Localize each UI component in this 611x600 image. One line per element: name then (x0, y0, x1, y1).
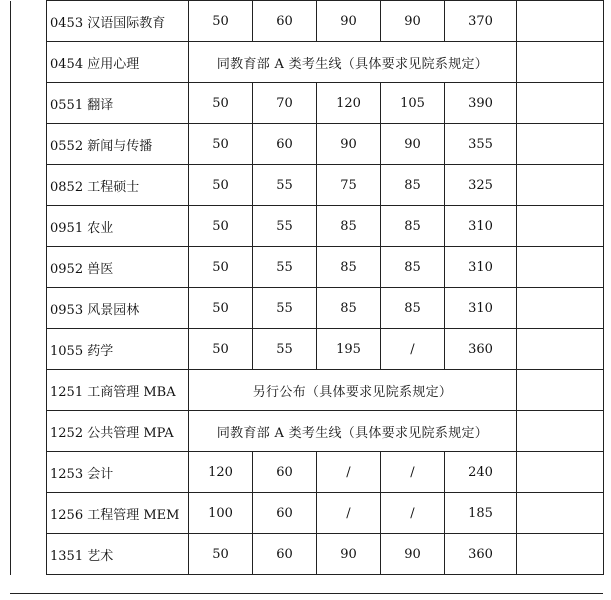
subject-score-cell: 60 (253, 452, 317, 493)
subject-score-cell: / (381, 329, 445, 370)
major-name-cell: 0952 兽医 (47, 247, 189, 288)
table-row (11, 83, 604, 124)
subject-score-cell: 90 (317, 1, 381, 42)
requirement-note-cell: 另行公布（具体要求见院系规定） (189, 370, 517, 411)
remarks-cell (517, 206, 604, 247)
table-bottom-border (10, 593, 603, 594)
subject-score-cell: 50 (189, 206, 253, 247)
category-cell (11, 370, 47, 411)
category-cell (11, 493, 47, 534)
subject-score-cell: 195 (317, 329, 381, 370)
table-row (11, 1, 604, 42)
category-cell (11, 329, 47, 370)
category-cell (11, 1, 47, 42)
table-body (11, 1, 604, 575)
major-name-cell: 0953 风景园林 (47, 288, 189, 329)
subject-score-cell: 90 (317, 124, 381, 165)
table-row (11, 247, 604, 288)
subject-score-cell: 50 (189, 247, 253, 288)
subject-score-cell: 100 (189, 493, 253, 534)
subject-score-cell: / (381, 452, 445, 493)
category-cell (11, 42, 47, 83)
subject-score-cell: 50 (189, 165, 253, 206)
major-name-cell: 1252 公共管理 MPA (47, 411, 189, 452)
subject-score-cell: 55 (253, 329, 317, 370)
subject-score-cell: 50 (189, 329, 253, 370)
category-cell (11, 534, 47, 575)
major-name-cell: 0454 应用心理 (47, 42, 189, 83)
major-name-cell: 1351 艺术 (47, 534, 189, 575)
table-row (11, 370, 604, 411)
category-cell (11, 165, 47, 206)
total-score-cell: 360 (445, 329, 517, 370)
subject-score-cell: / (381, 493, 445, 534)
subject-score-cell: 90 (381, 1, 445, 42)
subject-score-cell: 50 (189, 534, 253, 575)
major-name-cell: 1251 工商管理 MBA (47, 370, 189, 411)
subject-score-cell: 85 (381, 247, 445, 288)
major-name-cell: 0552 新闻与传播 (47, 124, 189, 165)
category-cell (11, 411, 47, 452)
table-row (11, 124, 604, 165)
total-score-cell: 310 (445, 288, 517, 329)
total-score-cell: 240 (445, 452, 517, 493)
remarks-cell (517, 411, 604, 452)
subject-score-cell: 50 (189, 83, 253, 124)
remarks-cell (517, 42, 604, 83)
category-cell (11, 83, 47, 124)
major-name-cell: 1256 工程管理 MEM (47, 493, 189, 534)
subject-score-cell: 60 (253, 124, 317, 165)
remarks-cell (517, 370, 604, 411)
subject-score-cell: 55 (253, 206, 317, 247)
subject-score-cell: 60 (253, 534, 317, 575)
subject-score-cell: 50 (189, 1, 253, 42)
subject-score-cell: 60 (253, 493, 317, 534)
total-score-cell: 325 (445, 165, 517, 206)
category-cell (11, 288, 47, 329)
subject-score-cell: 55 (253, 165, 317, 206)
major-name-cell: 1055 药学 (47, 329, 189, 370)
subject-score-cell: 90 (381, 534, 445, 575)
remarks-cell (517, 288, 604, 329)
table-row (11, 534, 604, 575)
subject-score-cell: 90 (381, 124, 445, 165)
category-cell (11, 247, 47, 288)
table-row (11, 288, 604, 329)
remarks-cell (517, 247, 604, 288)
table-row (11, 493, 604, 534)
table-row (11, 42, 604, 83)
major-name-cell: 0453 汉语国际教育 (47, 1, 189, 42)
category-cell (11, 452, 47, 493)
table-row (11, 452, 604, 493)
category-cell (11, 124, 47, 165)
subject-score-cell: 85 (317, 206, 381, 247)
major-name-cell: 0852 工程硕士 (47, 165, 189, 206)
table-row (11, 206, 604, 247)
remarks-cell (517, 83, 604, 124)
requirement-note-cell: 同教育部 A 类考生线（具体要求见院系规定） (189, 411, 517, 452)
requirement-note-cell: 同教育部 A 类考生线（具体要求见院系规定） (189, 42, 517, 83)
total-score-cell: 390 (445, 83, 517, 124)
subject-score-cell: 55 (253, 247, 317, 288)
subject-score-cell: 105 (381, 83, 445, 124)
subject-score-cell: 70 (253, 83, 317, 124)
score-table (10, 0, 604, 575)
subject-score-cell: 85 (381, 165, 445, 206)
total-score-cell: 185 (445, 493, 517, 534)
major-name-cell: 1253 会计 (47, 452, 189, 493)
subject-score-cell: 120 (189, 452, 253, 493)
total-score-cell: 310 (445, 247, 517, 288)
major-name-cell: 0551 翻译 (47, 83, 189, 124)
major-name-cell: 0951 农业 (47, 206, 189, 247)
total-score-cell: 355 (445, 124, 517, 165)
remarks-cell (517, 452, 604, 493)
remarks-cell (517, 165, 604, 206)
subject-score-cell: 60 (253, 1, 317, 42)
total-score-cell: 360 (445, 534, 517, 575)
subject-score-cell: / (317, 452, 381, 493)
subject-score-cell: 75 (317, 165, 381, 206)
table-row (11, 165, 604, 206)
table-row (11, 411, 604, 452)
subject-score-cell: 55 (253, 288, 317, 329)
remarks-cell (517, 534, 604, 575)
total-score-cell: 370 (445, 1, 517, 42)
subject-score-cell: / (317, 493, 381, 534)
subject-score-cell: 85 (317, 288, 381, 329)
subject-score-cell: 120 (317, 83, 381, 124)
remarks-cell (517, 1, 604, 42)
subject-score-cell: 90 (317, 534, 381, 575)
subject-score-cell: 50 (189, 288, 253, 329)
total-score-cell: 310 (445, 206, 517, 247)
subject-score-cell: 85 (317, 247, 381, 288)
table-row (11, 329, 604, 370)
subject-score-cell: 50 (189, 124, 253, 165)
subject-score-cell: 85 (381, 288, 445, 329)
subject-score-cell: 85 (381, 206, 445, 247)
category-cell (11, 206, 47, 247)
remarks-cell (517, 329, 604, 370)
remarks-cell (517, 493, 604, 534)
remarks-cell (517, 124, 604, 165)
